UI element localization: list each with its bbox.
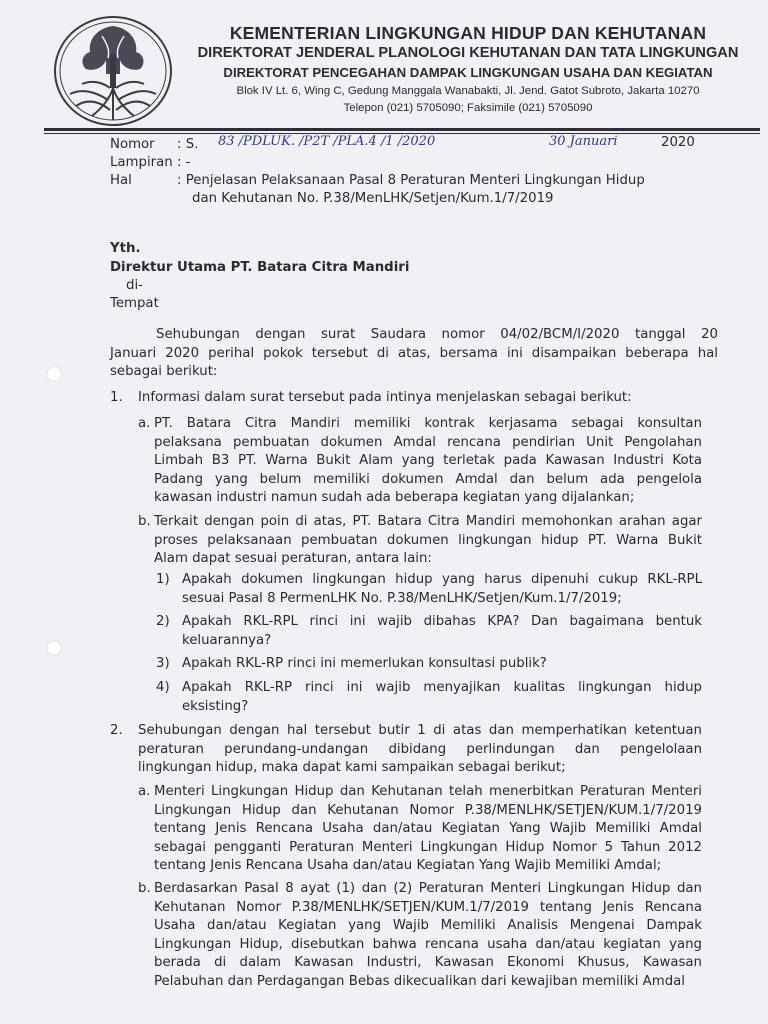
intro-line: Januari 2020 perihal pokok tersebut di atas, bersama ini disampaikan beberapa hal [110,345,718,361]
punch-hole-upper [46,366,62,382]
item-2b-line: Pelabuhan dan Perdagangan Bebas dikecualikan dari kewajiban memiliki Amdal [154,973,686,989]
item-2b-label: b. [138,881,151,896]
item-1b-line: proses pelaksanaan pembuatan dokumen lingkungan hidup PT. Warna Bukit [154,532,702,548]
nomor-prefix: : S. [177,137,199,152]
item-1a-line: Padang yang belum memiliki dokumen Amdal dan belum ada pengelola [154,471,702,487]
intro-line: sebagai berikut: [110,364,218,380]
recipient-yth: Yth. [110,241,141,256]
item-2b-line: Berdasarkan Pasal 8 ayat (1) dan (2) Peraturan Menteri Lingkungan Hidup dan [154,881,702,896]
item-2-paragraph [138,722,702,778]
question-4 [182,679,702,716]
letterhead [178,22,758,117]
question-4-label: 4) [156,680,170,695]
item-1a-paragraph [154,415,702,508]
item-2a-line: tentang Jenis Rencana Usaha dan/atau Kegiatan Yang Wajib Memiliki Amdal [154,821,702,837]
item-2b-line: Kehutanan Nomor P.38/MENLHK/SETJEN/KUM.1/7/2019 tentang Jenis Rencana [154,899,702,915]
question-2-label: 2) [156,614,170,629]
punch-hole-lower [46,640,62,656]
item-2a-line: Lingkungan Hidup dan Kehutanan Nomor P.38/MENLHK/SETJEN/KUM.1/7/2019 [154,802,702,818]
nomor-handwritten: 83 /PDLUK. /P2T /PLA.4 /1 /2020 [218,134,436,149]
letterhead-phone: Telepon (021) 5705090; Faksimile (021) 5705090 [343,102,593,114]
item-2a-line: sebagai pengganti Peraturan Menteri Lingkungan Hidup Nomor 5 Tahun 2012 [154,839,702,855]
lampiran-value: : - [177,155,191,170]
question-3-text: Apakah RKL-RP rinci ini memerlukan konsultasi publik? [182,656,547,671]
item-1b-label: b. [138,514,151,529]
letter-year: 2020 [661,135,695,150]
date-handwritten: 30 Januari [549,134,618,149]
question-1-line: Apakah dokumen lingkungan hidup yang harus dipenuhi cukup RKL-RPL [182,572,702,587]
hal-label: Hal [110,173,132,188]
item-2-line: peraturan perundang-undangan dibidang perlindungan dan pengelolaan [138,741,702,757]
item-1b-line: Alam dapat sesuai peraturan, antara lain: [154,551,432,567]
item-2a-line: tentang Jenis Rencana Usaha dan/atau Kegiatan Yang Wajib Memiliki Amdal; [154,858,662,874]
item-1-text: Informasi dalam surat tersebut pada intinya menjelaskan sebagai berikut: [138,390,632,405]
item-2a-label: a. [138,784,151,799]
item-1-number: 1. [110,390,123,405]
intro-paragraph [110,326,718,382]
item-2b-line: berada di dalam Kawasan Industri, Kawasan Ekonomi Khusus, Kawasan [154,955,702,971]
hal-line-1: : Penjelasan Pelaksanaan Pasal 8 Peraturan Menteri Lingkungan Hidup [177,173,645,188]
ministry-logo-emblem [52,14,174,128]
recipient-name: Direktur Utama PT. Batara Citra Mandiri [110,260,410,275]
letterhead-directorate-general: DIREKTORAT JENDERAL PLANOLOGI KEHUTANAN DAN TATA LINGKUNGAN [197,45,739,61]
item-1a-line: kawasan industri namun sudah ada beberapa kegiatan yang dijalankan; [154,490,635,506]
intro-line: Sehubungan dengan surat Saudara nomor 04/02/BCM/I/2020 tanggal 20 [156,327,718,342]
question-4-line: eksisting? [182,698,249,714]
lampiran-label: Lampiran [110,155,173,170]
question-1 [182,571,702,608]
item-1b-paragraph [154,513,702,569]
item-2b-line: Usaha dan/atau Kegiatan yang Wajib Memiliki Analisis Mengenai Dampak [154,918,702,934]
item-2b-paragraph [154,880,702,992]
item-2a-paragraph [154,783,702,876]
hal-line-2: dan Kehutanan No. P.38/MenLHK/Setjen/Kum.1/7/2019 [192,191,554,206]
item-1a-line: Limbah B3 PT. Warna Bukit Alam yang terletak pada Kawasan Industri Kota [154,453,702,469]
recipient-place: Tempat [110,296,159,311]
letterhead-ministry: KEMENTERIAN LINGKUNGAN HIDUP DAN KEHUTANAN [229,23,707,43]
question-1-line: sesuai Pasal 8 PermenLHK No. P.38/MenLHK/Setjen/Kum.1/7/2019; [182,590,622,606]
recipient-di: di- [126,278,143,293]
item-1a-line: pelaksana pembuatan dokumen Amdal rencana pendirian Unit Pengolahan [154,434,702,450]
nomor-label: Nomor [110,137,155,152]
item-1a-label: a. [138,416,151,431]
item-2-line: Sehubungan dengan hal tersebut butir 1 di atas dan memperhatikan ketentuan [138,723,702,738]
question-4-line: Apakah RKL-RP rinci ini wajib menyajikan kualitas lingkungan hidup [182,680,702,695]
question-2-line: keluarannya? [182,632,272,648]
question-3-label: 3) [156,656,170,671]
item-1b-line: Terkait dengan poin di atas, PT. Batara Citra Mandiri memohonkan arahan agar [154,514,702,529]
item-2a-line: Menteri Lingkungan Hidup dan Kehutanan telah menerbitkan Peraturan Menteri [154,784,702,799]
question-2-line: Apakah RKL-RPL rinci ini wajib dibahas KPA? Dan bagaimana bentuk [182,614,702,629]
item-2-number: 2. [110,723,123,738]
item-1a-line: PT. Batara Citra Mandiri memiliki kontrak kerjasama sebagai konsultan [154,416,702,431]
letterhead-address: Blok IV Lt. 6, Wing C, Gedung Manggala Wanabakti, Jl. Jend. Gatot Subroto, Jakarta 10270 [236,85,700,97]
letterhead-directorate: DIREKTORAT PENCEGAHAN DAMPAK LINGKUNGAN USAHA DAN KEGIATAN [223,65,713,80]
question-2 [182,613,702,650]
item-2b-line: Lingkungan Hidup, disebutkan bahwa rencana usaha dan/atau kegiatan yang [154,936,702,952]
question-1-label: 1) [156,572,170,587]
letterhead-rule-thick [44,128,760,131]
item-2-line: lingkungan hidup, maka dapat kami sampaikan sebagai berikut; [138,760,566,776]
